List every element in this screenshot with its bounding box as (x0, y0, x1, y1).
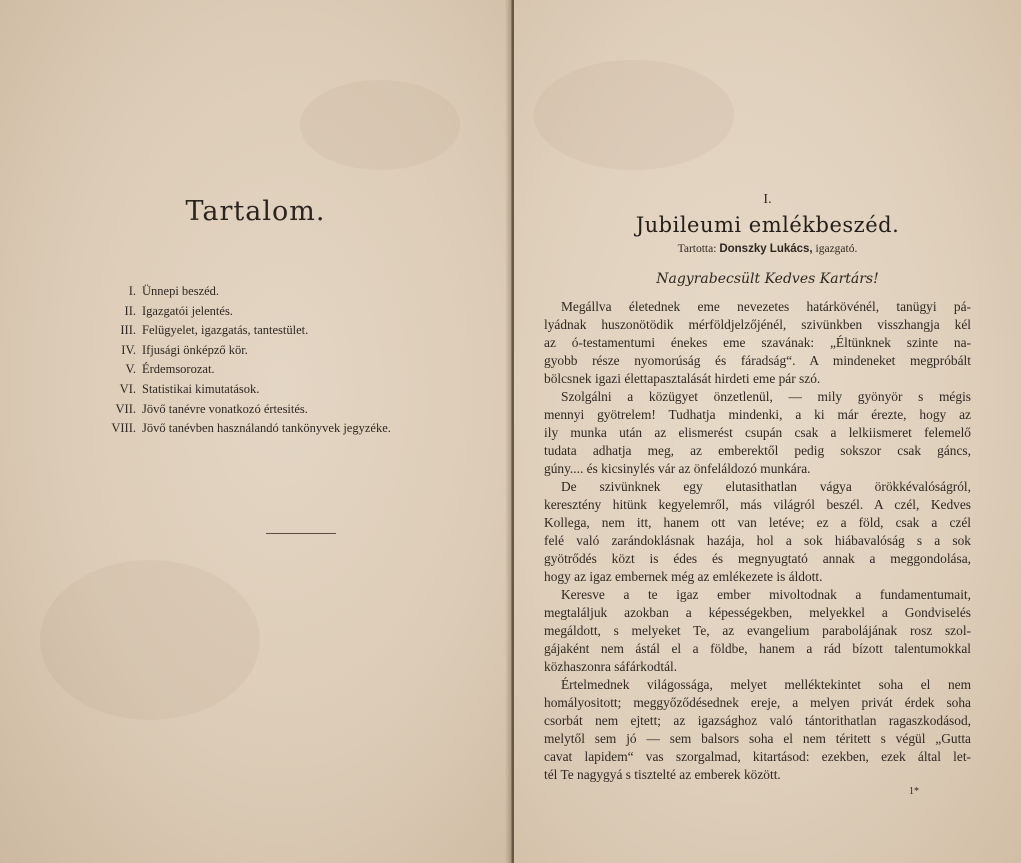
chapter-number: I. (763, 192, 772, 207)
text-line: hogy az igaz embernek még az emlékezete is áldott. (544, 569, 823, 584)
divider-rule (266, 533, 336, 534)
toc-item (98, 362, 391, 382)
text-line: ily munka után az elismerést csupán csak a lelkiismeret felemelő (544, 425, 971, 440)
text-line: mennyi gyötrelem! Tudhatja mindenki, a ki már érezte, hogy az (544, 407, 971, 422)
toc-text: Igazgatói jelentés. (142, 303, 233, 318)
text-line: melytől sem jó — sem balsors soha el nem téritett s végül „Gutta (544, 731, 971, 746)
byline-author: Donszky Lukács, (719, 243, 813, 255)
text-line: De szivünknek egy elutasithatlan vágya örökkévalóságról, (561, 479, 971, 494)
toc-text: Ünnepi beszéd. (142, 284, 220, 298)
toc-list (98, 284, 391, 441)
text-line: cavat lapidem“ vas szorgalmad, kitartásod: ezekben, ezek által let- (544, 749, 971, 764)
toc-number: IV. (121, 342, 136, 357)
text-line: homályositott; meggyőződésednek ereje, a melyen privát érdek soha (544, 695, 971, 710)
toc-item (98, 284, 391, 304)
text-line: az ó-testamentumi énekes eme szavának: „Éltünknek szinte na- (544, 335, 971, 350)
salutation: Nagyrabecsült Kedves Kartárs! (656, 271, 879, 287)
text-line: megtaláljuk azokban a képességekben, melyekkel a Gondviselés (544, 605, 971, 620)
text-line: gyötrődés közt is édes és megnyugtató annak a meggondolása, (544, 551, 971, 566)
text-line: gyobb része nyomorúság és fáradság“. A mindeneket megpróbált (544, 353, 971, 368)
toc-text: Érdemsorozat. (142, 362, 215, 377)
toc-text: Jövő tanévben használandó tankönyvek jegyzéke. (142, 421, 391, 436)
toc-number: II. (124, 303, 136, 318)
toc-item (98, 382, 391, 402)
toc-item (98, 421, 391, 441)
text-line: közhaszonra sáfárkodtál. (544, 659, 678, 674)
text-line: bölcsnek igazi élettapasztalását hirdeti eme pár szó. (544, 371, 821, 386)
text-line: lyádnak huszonötödik mérföldjelzőjénél, szivünkben visszhangja kél (544, 317, 971, 332)
toc-text: Felügyelet, igazgatás, tantestület. (142, 323, 309, 338)
text-line: csorbát nem ejtett; az igazsághoz való tántorithatlan ragaszkodásod, (544, 713, 971, 728)
text-line: megáldott, s melyeket Te, az evangelium parabolájának rosz szol- (544, 623, 971, 638)
text-line: tudata adhatja meg, az emberektől pedig sokszor csak gáncs, (544, 443, 971, 458)
text-line: gúny.... és kicsinylés vár az önfeláldozó munkára. (544, 461, 811, 476)
paper-stain (300, 80, 460, 170)
text-line: Értelmednek világossága, melyet melléktekintet soha el nem (561, 677, 971, 692)
toc-number: VIII. (111, 421, 136, 436)
toc-title: Tartalom. (185, 196, 326, 227)
paper-stain (534, 60, 734, 170)
right-page (514, 0, 1021, 863)
byline-prefix: Tartotta: (677, 243, 717, 255)
signature-mark: 1* (909, 786, 919, 797)
text-line: felé való zarándoklásnak hazája, hol a sok hiábavalóság s a sok (544, 533, 971, 548)
toc-number: I. (128, 284, 136, 298)
byline-role: igazgató. (815, 243, 858, 255)
text-line: gájaként nem ástál el a földbe, hanem a rád bízott talentumokkal (544, 641, 971, 656)
text-line: Keresve a te igaz ember mivoltodnak a fundamentumait, (561, 587, 971, 602)
text-line: tél Te nagygyá s tisztelté az emberek között. (544, 767, 781, 782)
toc-item (98, 343, 391, 363)
toc-item (98, 402, 391, 422)
toc-text: Ifjusági önképző kör. (142, 342, 248, 357)
toc-text: Jövő tanévre vonatkozó értesités. (142, 401, 308, 416)
text-line: Kollega, nem itt, hanem ott van letéve; ez a föld, csak a czél (544, 515, 971, 530)
toc-item (98, 323, 391, 343)
paper-stain (40, 560, 260, 720)
toc-number: V. (125, 362, 136, 377)
toc-number: VI. (119, 381, 136, 396)
byline (514, 243, 1021, 255)
text-line: Szolgálni a közügyet önzetlenül, — mily gyönyör s mégis (561, 389, 971, 404)
toc-number: VII. (115, 401, 136, 416)
article-title: Jubileumi emlékbeszéd. (635, 213, 900, 237)
toc-number: III. (120, 323, 136, 338)
toc-text: Statistikai kimutatások. (142, 381, 260, 396)
toc-item (98, 304, 391, 324)
text-line: keresztény hitünk kegyelemről, más világról beszél. A czél, Kedves (544, 497, 971, 512)
text-line: Megállva életednek eme nevezetes határkövénél, tanügyi pá- (561, 299, 971, 314)
